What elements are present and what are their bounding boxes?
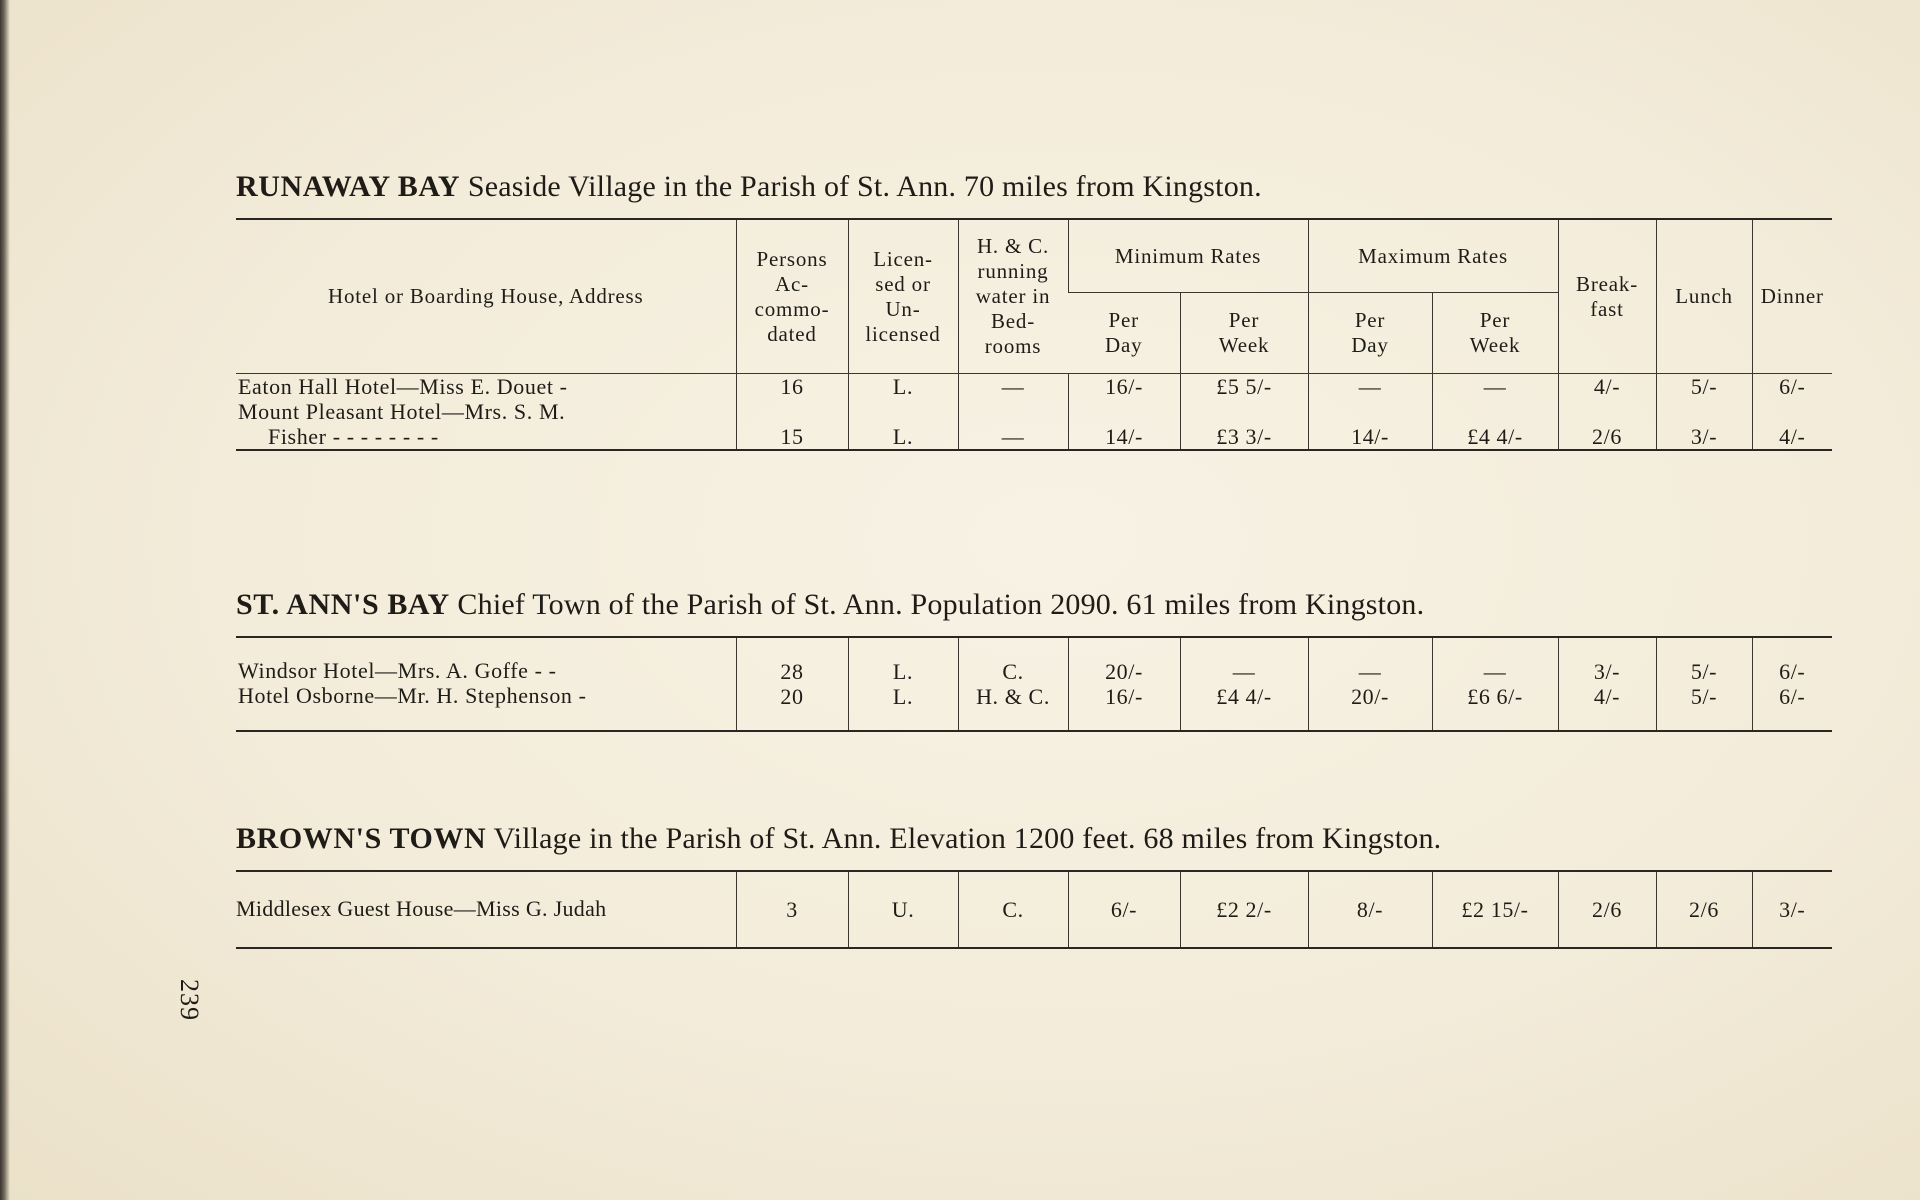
place-name: ST. ANN'S BAY [236,588,450,621]
max-per-week: £2 15/- [1432,871,1558,948]
section-title [236,822,1832,856]
persons-accommodated: 28 20 [736,637,848,731]
breakfast-price: 2/6 [1558,871,1656,948]
place-name: BROWN'S TOWN [236,822,487,855]
licensed-status: L. L. [848,637,958,731]
header-dinner: Dinner [1752,219,1832,374]
dinner-price: 6/- 6/- [1752,637,1832,731]
header-hotel: Hotel or Boarding House, Address [236,219,736,374]
section-browns-town [236,822,1832,949]
section-title [236,588,1832,622]
page-number: 239 [175,979,204,1021]
header-lunch: Lunch [1656,219,1752,374]
lunch-price: 5/- 5/- [1656,637,1752,731]
header-min-per-week: Per Week [1180,293,1308,374]
header-max-per-week: Per Week [1432,293,1558,374]
place-description: Chief Town of the Parish of St. Ann. Population 2090. 61 miles from Kingston. [457,588,1425,621]
max-per-day: — 20/- [1308,637,1432,731]
dinner-price: 6/- 4/- [1752,374,1832,451]
hotel-name: Eaton Hall Hotel—Miss E. Douet - Mount Pleasant Hotel—Mrs. S. M. Fisher - - - - - - - - [238,374,568,449]
max-per-week: — £6 6/- [1432,637,1558,731]
min-per-week: £2 2/- [1180,871,1308,948]
min-per-day: 16/- 14/- [1068,374,1180,451]
section-runaway-bay [236,170,1832,451]
hot-cold-water: C. H. & C. [958,637,1068,731]
section-title [236,170,1832,204]
place-name: RUNAWAY BAY [236,170,461,203]
header-breakfast: Break- fast [1558,219,1656,374]
max-per-day: 8/- [1308,871,1432,948]
max-per-day: — 14/- [1308,374,1432,451]
header-licensed: Licen- sed or Un- licensed [848,219,958,374]
table-row [236,871,1832,948]
min-per-week: — £4 4/- [1180,637,1308,731]
header-minimum-rates: Minimum Rates [1068,219,1308,293]
min-per-day: 6/- [1068,871,1180,948]
persons-accommodated: 16 15 [736,374,848,451]
lunch-price: 5/- 3/- [1656,374,1752,451]
min-per-day: 20/- 16/- [1068,637,1180,731]
licensed-status: L. L. [848,374,958,451]
place-description: Village in the Parish of St. Ann. Elevation 1200 feet. 68 miles from Kingston. [493,822,1442,855]
hot-cold-water: C. [958,871,1068,948]
header-hot-cold-water: H. & C. running water in Bed- rooms [958,219,1068,374]
header-maximum-rates: Maximum Rates [1308,219,1558,293]
table-row [236,637,1832,731]
persons-accommodated: 3 [736,871,848,948]
header-max-per-day: Per Day [1308,293,1432,374]
rates-table [236,218,1832,451]
breakfast-price: 4/- 2/6 [1558,374,1656,451]
table-row [236,374,1832,451]
hotel-name: Middlesex Guest House—Miss G. Judah [236,896,607,921]
lunch-price: 2/6 [1656,871,1752,948]
place-description: Seaside Village in the Parish of St. Ann. 70 miles from Kingston. [467,170,1262,203]
max-per-week: — £4 4/- [1432,374,1558,451]
breakfast-price: 3/- 4/- [1558,637,1656,731]
min-per-week: £5 5/- £3 3/- [1180,374,1308,451]
section-st-anns-bay [236,588,1832,732]
header-persons: Persons Ac- commo- dated [736,219,848,374]
hot-cold-water: — — [958,374,1068,451]
rates-table [236,636,1832,732]
hotel-name: Windsor Hotel—Mrs. A. Goffe - - Hotel Osborne—Mr. H. Stephenson - [238,658,587,708]
licensed-status: U. [848,871,958,948]
dinner-price: 3/- [1752,871,1832,948]
rates-table [236,870,1832,949]
header-min-per-day: Per Day [1068,293,1180,374]
